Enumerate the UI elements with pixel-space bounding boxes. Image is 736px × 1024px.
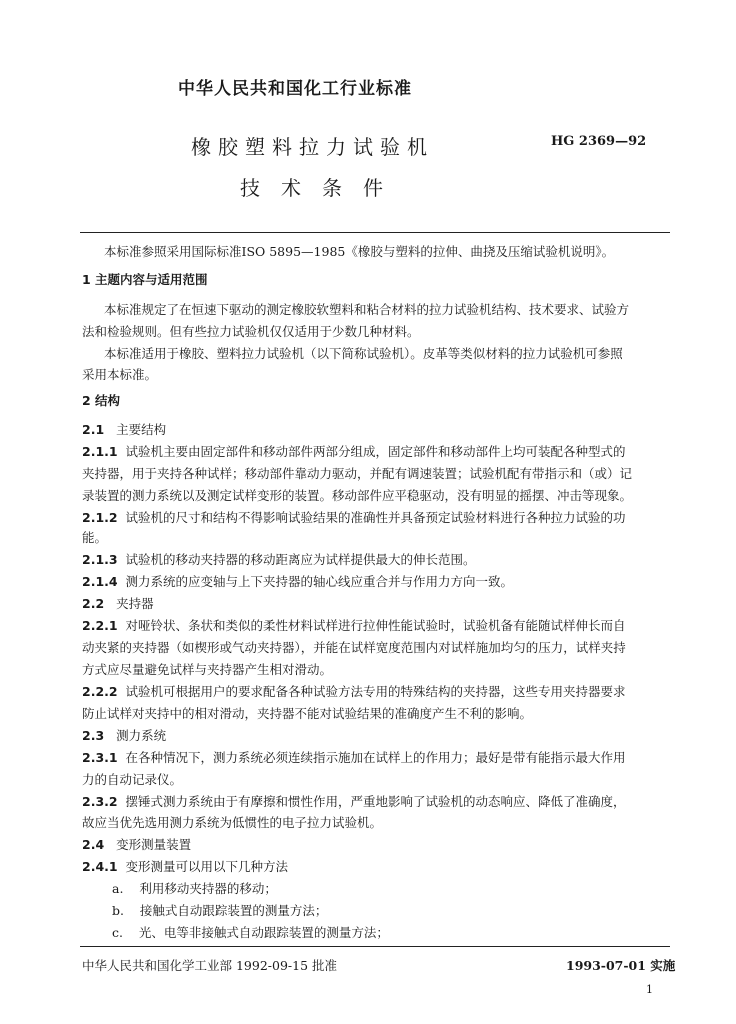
clause-text: 试验机的尺寸和结构不得影响试验结果的准确性并具备预定试验材料进行各种拉力试验的功 [125,510,626,525]
issuing-org: 中华人民共和国化工行业标准 [178,79,412,99]
clause-number: 2.1.2 [82,510,118,525]
section-1-heading: 1 主题内容与适用范围 [82,272,208,287]
clause-title: 主要结构 [116,422,167,437]
s1-p1-line1: 本标准规定了在恒速下驱动的测定橡胶软塑料和粘合材料的拉力试验机结构、技术要求、试验方 [104,302,630,317]
clause-title: 测力系统 [116,728,167,743]
list-item-b [112,901,327,919]
list-marker: c. [112,925,123,940]
s1-p2-line1: 本标准适用于橡胶、塑料拉力试验机（以下简称试验机）。皮革等类似材料的拉力试验机可参照 [104,346,623,361]
clause-text: 在各种情况下，测力系统必须连续指示施加在试样上的作用力；最好是带有能指示最大作用 [125,750,626,765]
clause-number: 2.3.1 [82,750,118,765]
clause-number: 2.3.2 [82,794,118,809]
clause-2-2-1-line3: 方式应尽量避免试样与夹持器产生相对滑动。 [82,662,333,677]
footer-rule [80,946,670,947]
clause-2-2 [82,594,154,612]
clause-2-1 [82,420,166,438]
clause-2-2-2-line1 [82,682,626,700]
list-marker: b. [112,903,124,918]
header-rule [80,232,670,233]
list-text: 接触式自动跟踪装置的测量方法； [139,903,328,918]
list-text: 利用移动夹持器的移动； [139,881,277,896]
section-2-heading: 2 结构 [82,393,121,408]
clause-2-2-2-line2: 防止试样对夹持中的相对滑动，夹持器不能对试验结果的准确度产生不利的影响。 [82,706,533,721]
clause-text: 摆锤式测力系统由于有摩擦和惯性作用，严重地影响了试验机的动态响应、降低了准确度， [125,794,626,809]
clause-2-1-2-line1 [82,508,626,526]
clause-title: 夹持器 [116,596,154,611]
intro-paragraph: 本标准参照采用国际标准ISO 5895—1985《橡胶与塑料的拉伸、曲挠及压缩试验机说明》。 [104,244,615,259]
clause-number: 2.1.1 [82,444,118,459]
clause-2-1-4 [82,572,513,590]
clause-text: 变形测量可以用以下几种方法 [125,859,289,874]
clause-text: 测力系统的应变轴与上下夹持器的轴心线应重合并与作用力方向一致。 [125,574,514,589]
clause-text: 试验机主要由固定部件和移动部件两部分组成，固定部件和移动部件上均可装配各种型式的 [125,444,626,459]
clause-number: 2.1 [82,422,105,437]
doc-title-line2: 技术条件 [240,176,404,200]
clause-number: 2.1.4 [82,574,118,589]
clause-title: 变形测量装置 [116,837,192,852]
clause-2-3-1-line1 [82,748,626,766]
clause-2-4-1 [82,857,288,875]
clause-text: 对哑铃状、条状和类似的柔性材料试样进行拉伸性能试验时，试验机备有能随试样伸长而自 [125,618,626,633]
clause-number: 2.2 [82,596,105,611]
clause-2-1-1-line1 [82,442,626,460]
clause-2-4 [82,835,191,853]
clause-2-2-1-line2: 动夹紧的夹持器（如楔形或气动夹持器），并能在试样宽度范围内对试样施加均匀的压力，试样夹持 [82,640,626,655]
clause-2-3 [82,726,166,744]
clause-number: 2.2.1 [82,618,118,633]
clause-number: 2.1.3 [82,552,118,567]
clause-2-2-1-line1 [82,616,626,634]
clause-2-1-1-line2: 夹持器，用于夹持各种试样；移动部件靠动力驱动，并配有调速装置；试验机配有带指示和（或）记 [82,466,633,481]
list-text: 光、电等非接触式自动跟踪装置的测量方法； [138,925,389,940]
clause-number: 2.3 [82,728,105,743]
list-marker: a. [112,881,124,896]
clause-2-1-2-line2: 能。 [82,530,108,545]
clause-text: 试验机可根据用户的要求配备各种试验方法专用的特殊结构的夹持器，这些专用夹持器要求 [125,684,626,699]
clause-number: 2.4.1 [82,859,118,874]
approval-line: 中华人民共和国化学工业部 1992-09-15 批准 [82,958,338,973]
standard-number: HG 2369—92 [551,134,647,149]
clause-2-3-2-line1 [82,792,626,810]
list-item-c [112,923,389,941]
clause-number: 2.4 [82,837,105,852]
s1-p1-line2: 法和检验规则。但有些拉力试验机仅仅适用于少数几种材料。 [82,324,420,339]
doc-title-line1: 橡胶塑料拉力试验机 [191,135,434,159]
list-item-a [112,879,277,897]
clause-2-1-1-line3: 录装置的测力系统以及测定试样变形的装置。移动部件应平稳驱动，没有明显的摇摆、冲击等现象。 [82,488,633,503]
s1-p2-line2: 采用本标准。 [82,367,158,382]
clause-2-1-3 [82,550,476,568]
clause-number: 2.2.2 [82,684,118,699]
clause-2-3-2-line2: 故应当优先选用测力系统为低惯性的电子拉力试验机。 [82,815,383,830]
effective-date: 1993-07-01 实施 [566,958,676,973]
page-number: 1 [646,983,653,996]
clause-text: 试验机的移动夹持器的移动距离应为试样提供最大的伸长范围。 [125,552,476,567]
clause-2-3-1-line2: 力的自动记录仪。 [82,772,183,787]
